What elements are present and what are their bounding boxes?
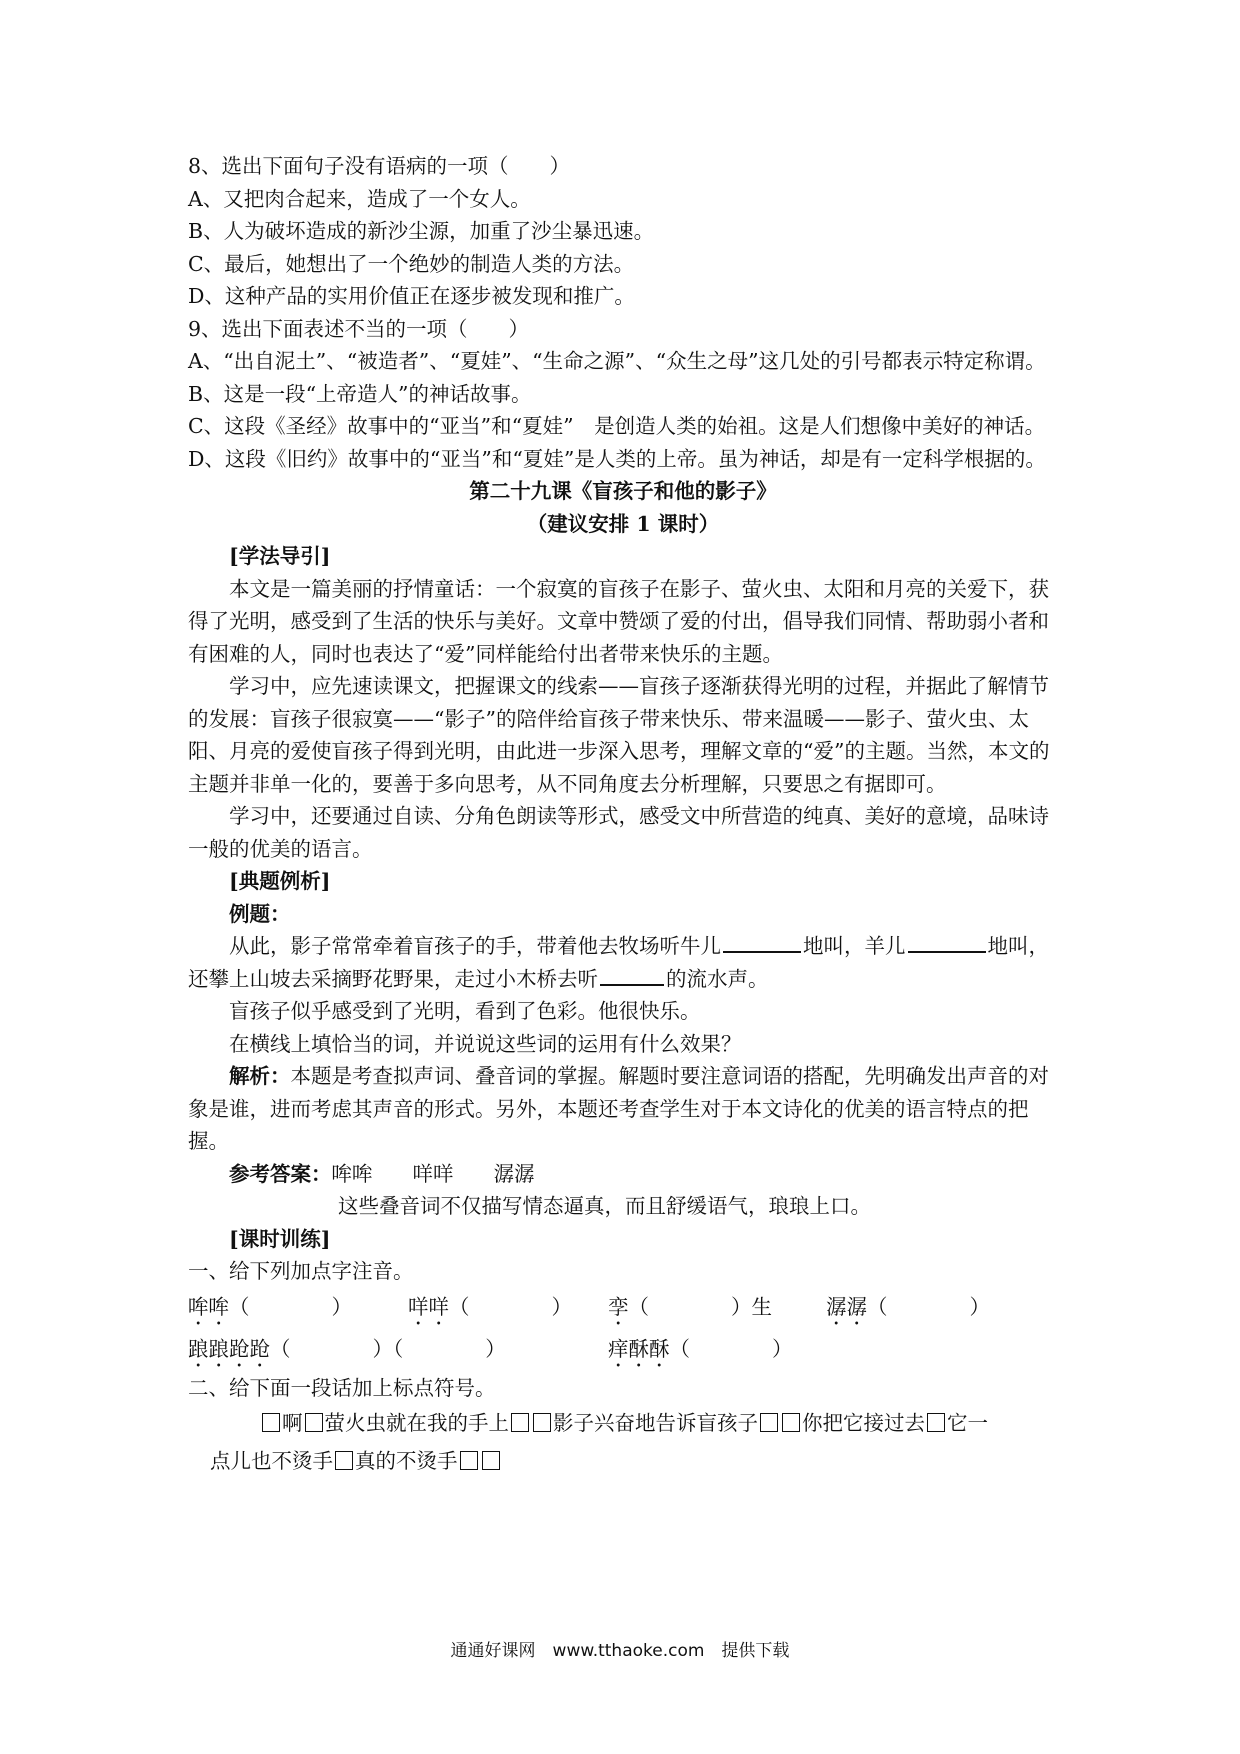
q9-option-a: A、“出自泥土”、“被造者”、“夏娃”、“生命之源”、“众生之母”这几处的引号都表示特定称谓。 — [188, 349, 1046, 373]
example-text: 地叫，羊儿 — [803, 934, 906, 958]
punct-box[interactable] — [533, 1413, 551, 1432]
answer-word: 哞哞 — [331, 1161, 373, 1186]
pinyin-item — [826, 1288, 990, 1330]
guide-paragraph-2: 学习中，应先速读课文，把握课文的线索——盲孩子逐渐获得光明的过程，并据此了解情节的发展：盲孩子很寂寞——“影子”的陪伴给盲孩子带来快乐、带来温暖——影子、萤火虫、太阳、月亮的爱使盲孩子得到光明，由此进一步深入思考，理解文章的“爱”的主题。当然，本文的主题并非单一化的，要善于多向思考，从不同角度去分析理解，只要思之有据即可。 — [188, 674, 1050, 796]
answer-paren[interactable]: （ ） — [449, 1294, 572, 1319]
example-text: 地叫，还攀上山坡去采摘野花野果，走过小木桥去听 — [188, 934, 1049, 991]
punct-box[interactable] — [262, 1413, 280, 1432]
pinyin-item — [608, 1330, 793, 1372]
example-heading: [典题例析] — [229, 869, 331, 893]
passage-text: 真的不烫手 — [355, 1449, 458, 1473]
answer-paren[interactable]: （ ） — [669, 1336, 793, 1361]
passage-text: 你把它接过去 — [802, 1411, 925, 1435]
punct-box[interactable] — [305, 1413, 323, 1432]
page-footer: 通通好课网 www.tthaoke.com 提供下载 — [450, 1641, 790, 1661]
example-answer — [188, 1158, 1058, 1191]
training-heading: [课时训练] — [229, 1226, 331, 1251]
punct-box[interactable] — [782, 1413, 800, 1432]
answer-label: 参考答案： — [229, 1161, 332, 1186]
q8-option-c: C、最后，她想出了一个绝妙的制造人类的方法。 — [188, 251, 635, 276]
analysis-label: 解析： — [229, 1064, 291, 1088]
guide-paragraph-3: 学习中，还要通过自读、分角色朗读等形式，感受文中所营造的纯真、美好的意境，品味诗一般的优美的语言。 — [188, 804, 1049, 861]
passage-text: 影子兴奋地告诉盲孩子 — [553, 1411, 758, 1435]
training-q1: 一、给下列加点字注音。 — [188, 1259, 414, 1283]
passage-text: 啊 — [282, 1411, 303, 1435]
example-label: 例题： — [229, 901, 291, 926]
q8-option-b: B、人为破坏造成的新沙尘源，加重了沙尘暴迅速。 — [188, 219, 655, 243]
pinyin-item — [408, 1288, 608, 1330]
example-analysis — [188, 1060, 1058, 1158]
punct-box[interactable] — [460, 1451, 478, 1470]
q8-option-a: A、又把肉合起来，造成了一个女人。 — [188, 186, 531, 211]
example-sentence-1 — [188, 930, 1058, 995]
page-content — [188, 150, 1058, 1480]
punctuation-line-1 — [188, 1404, 1058, 1442]
lesson-title: 第二十九课《盲孩子和他的影子》 — [469, 479, 777, 503]
passage-text: 它一 — [947, 1411, 988, 1435]
answer-paren[interactable]: （ ）（ ） — [270, 1336, 506, 1361]
q9-option-b: B、这是一段“上帝造人”的神话故事。 — [188, 381, 532, 406]
passage-text: 点儿也不烫手 — [210, 1449, 333, 1473]
pinyin-item — [188, 1330, 608, 1372]
example-sentence-3: 在横线上填恰当的词，并说说这些词的运用有什么效果？ — [229, 1031, 742, 1056]
pinyin-row-1 — [188, 1288, 1058, 1330]
dotted-word: 潺潺 — [826, 1294, 867, 1319]
answer-paren[interactable]: （ ） — [229, 1294, 352, 1319]
answer-paren[interactable]: （ ）生 — [628, 1294, 772, 1319]
analysis-text: 本题是考查拟声词、叠音词的掌握。解题时要注意词语的搭配，先明确发出声音的对象是谁，进而考虑其声音的形式。另外，本题还考查学生对于本文诗化的优美的语言特点的把握。 — [188, 1064, 1049, 1153]
dotted-word: 哞哞 — [188, 1294, 229, 1319]
lesson-subtitle: （建议安排 1 课时） — [526, 511, 720, 536]
punct-box[interactable] — [511, 1413, 529, 1432]
q9-option-d: D、这段《旧约》故事中的“亚当”和“夏娃”是人类的上帝。虽为神话，却是有一定科学根据的。 — [188, 446, 1046, 471]
answer-paren[interactable]: （ ） — [867, 1294, 990, 1319]
training-q2: 二、给下面一段话加上标点符号。 — [188, 1375, 496, 1400]
dotted-word: 痒酥酥 — [608, 1336, 670, 1361]
q8-option-d: D、这种产品的实用价值正在逐步被发现和推广。 — [188, 284, 635, 308]
example-text: 的流水声。 — [666, 966, 769, 991]
pinyin-item — [188, 1288, 408, 1330]
answer-word: 咩咩 — [412, 1161, 454, 1186]
guide-paragraph-1: 本文是一篇美丽的抒情童话：一个寂寞的盲孩子在影子、萤火虫、太阳和月亮的关爱下，获得了光明，感受到了生活的快乐与美好。文章中赞颂了爱的付出，倡导我们同情、帮助弱小者和有困难的人，同时也表达了“爱”同样能给付出者带来快乐的主题。 — [188, 576, 1049, 666]
dotted-word: 孪 — [608, 1294, 629, 1319]
fill-blank — [908, 931, 986, 953]
pinyin-row-2 — [188, 1330, 1058, 1372]
dotted-word: 踉踉跄跄 — [188, 1336, 270, 1361]
dotted-word: 咩咩 — [408, 1294, 449, 1319]
punct-box[interactable] — [927, 1413, 945, 1432]
q9-option-c: C、这段《圣经》故事中的“亚当”和“夏娃” 是创造人类的始祖。这是人们想像中美好的神话。 — [188, 414, 1046, 438]
q9-stem: 9、选出下面表述不当的一项（ ） — [188, 316, 530, 341]
punct-box[interactable] — [760, 1413, 778, 1432]
pinyin-item — [608, 1288, 826, 1330]
fill-blank — [600, 964, 664, 986]
fill-blank — [723, 931, 801, 953]
example-text: 从此，影子常常牵着盲孩子的手，带着他去牧场听牛儿 — [229, 934, 721, 958]
answer-note: 这些叠音词不仅描写情态逼真，而且舒缓语气，琅琅上口。 — [338, 1194, 871, 1218]
punct-box[interactable] — [482, 1451, 500, 1470]
punct-box[interactable] — [335, 1451, 353, 1470]
punctuation-line-2 — [188, 1442, 1058, 1480]
passage-text: 萤火虫就在我的手上 — [324, 1411, 509, 1435]
answer-word: 潺潺 — [493, 1161, 535, 1186]
guide-heading: [学法导引] — [229, 544, 331, 568]
q8-stem: 8、选出下面句子没有语病的一项（ ） — [188, 154, 571, 178]
example-sentence-2: 盲孩子似乎感受到了光明，看到了色彩。他很快乐。 — [229, 999, 701, 1023]
